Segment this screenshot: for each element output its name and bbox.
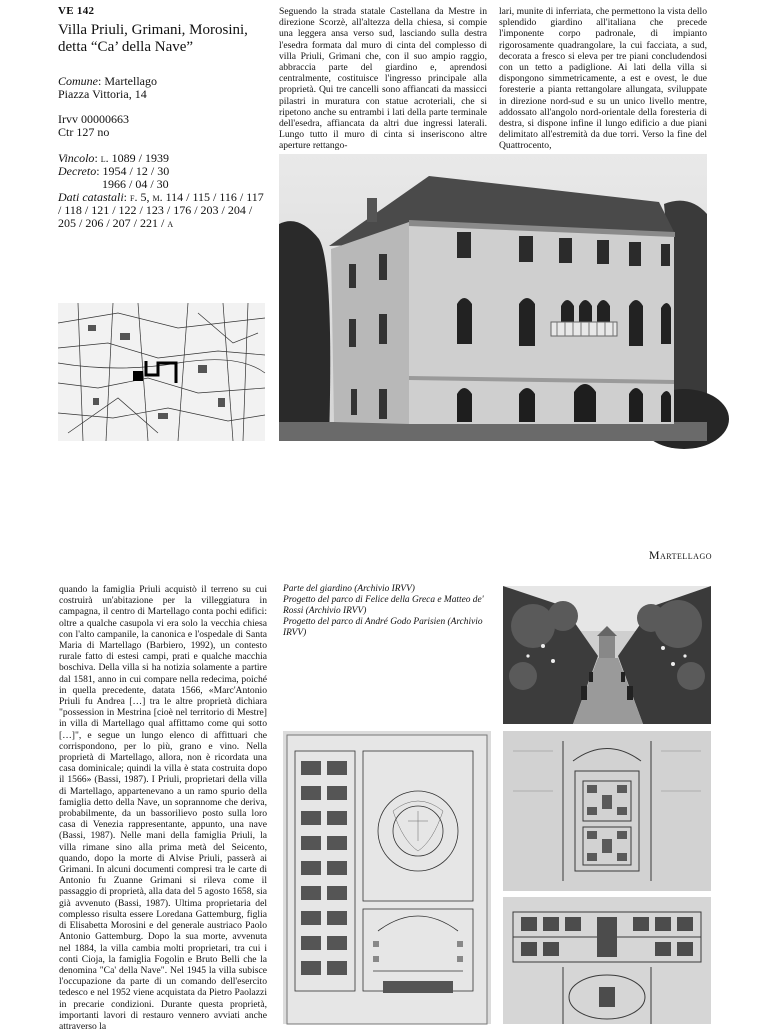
dati-value2: / 118 / 121 / 122 / 123 / 176 / 203 / 204 / [58,203,253,217]
text-column-2: lari, munite di inferriata, che permettono la vista dello splendido giardino all'italiana che precede l'imponente corpo padronale, di impianto rigorosamente quadrangolare, la cui facciata, a sud, decorata a fresco si eleva per tre piani concludendosi con un tetto a padiglione. Ai lati della villa si dispongono simmetricamente, a est e ovest, le due foresterie a pianta rettangolare allungata, sviluppate in direzione nord-sud e su un unico livello mentre, addossato all'angolo nord-orientale della foresteria di destra, si dispone infine il lungo edificio a due piani delimitato all'estremità da due torri. Verso la fine del Quattrocento, [499,6,707,152]
dati-value: : f. 5, m. 114 / 115 / 116 / 117 [123,190,264,204]
registry-block [58,113,268,139]
vincolo-value: : l. 1089 / 1939 [94,151,169,165]
entry-title [58,22,268,56]
decreto-label: Decreto [58,164,97,178]
ctr-code: Ctr 127 no [58,125,110,139]
park-plan-drawing-3 [503,897,711,1024]
dati-label: Dati catastali [58,190,124,204]
caption-park-project-1: Progetto del parco di Felice della Greca e Matteo de' Rossi (Archivio IRVV) [283,595,484,616]
running-head: Martellago [648,548,712,562]
text-column-1: Seguendo la strada statale Castellana da Mestre in direzione Scorzè, all'altezza della chiesa, si compie una leggera ansa verso sud, lasciando sulla destra l'esedra formata dal muro di cinta del complesso di villa Priuli, Grimani che, con il suo ampio raggio, abbraccia parte del giardino e, aprendosi centralmente, costituisce l'ingresso principale alla proprietà. Qui tre cancelli sono affiancati da massicci pilastri in muratura con statue acroteriali, che si ripetono anche su entrambi i lati della parte terminale dell'esedra, affiancata da altri due ingressi laterali. Lungo tutto il muro di cinta si inseriscono altre aperture rettango- [279,6,487,152]
legal-block [58,152,270,230]
entry-title-line1: Villa Priuli, Grimani, Morosini, [58,22,248,38]
captions-block [283,584,491,639]
comune-value: : Martellago [98,74,157,88]
entry-code: VE 142 [58,5,95,17]
vincolo-label: Vincolo [58,151,95,165]
decreto-value2: 1966 / 04 / 30 [102,177,169,191]
caption-park-project-2: Progetto del parco di André Godo Parisien (Archivio IRVV) [283,617,483,638]
address: Piazza Vittoria, 14 [58,87,147,101]
cadastral-map-image [58,303,265,441]
irvv-code: Irvv 00000663 [58,112,129,126]
park-plan-drawing-1 [283,731,491,1024]
comune-label: Comune [58,74,98,88]
caption-garden: Parte del giardino (Archivio IRVV) [283,584,415,594]
garden-photo [503,586,711,724]
dati-value3: 205 / 206 / 207 / 221 / a [58,216,174,230]
park-plan-drawing-2 [503,731,711,891]
text-column-3: quando la famiglia Priuli acquistò il terreno su cui costruirà un'abitazione per la villeggiatura in campagna, il centro di Martellago conta pochi edifici: oltre a qualche casupola vi era solo la vecchia chiesa con l'alto campanile, la canonica e l'ospedale di Santa Maria di Martellago (Barbiero, 1992), un contesto rurale fatto di estesi campi, prati e qualche macchia boschiva. Della villa si ha notizia solamente a partire dal 1581, anno in cui compare nella redecima, poiché in quella precedente, datata 1566, «Marc'Antonio Priuli fu Andrea […] tra le altre proprietà dichiara "possession in Mestrina [cioè nel territorio di Mestre] in villa di Martellago qual affittamo come qui sotto […]", e segue un lungo elenco di affittuari che corrispondono, per lo più, grano e vino. Nella proprietà di Martellago, allora, non è ricordata una casa dominicale; quindi la villa è stata costruita dopo il 1566» (Bassi, 1987). I Priuli, proprietari della villa di Martellago, appartenevano a un ramo spurio della famiglia detto della Nave, un soprannome che deriva, probabilmente, da un bassorilievo posto sulla loro casa di Venezia rappresentante, appunto, una nave (Bassi, 1987). Nelle mani della famiglia Priuli, la villa rimane sino alla prima metà del Seicento, quando, dopo la morte di Alvise Priuli, passerà ai Grimani. In alcuni documenti compresi tra le carte di Antonio fu Zuanne Grimani si rileva come il passaggio di proprietà, alla data del 5 agosto 1658, sia già avvenuto (Bassi, 1987). Ultima proprietaria del complesso risulta essere Loredana Gattemburg, figlia di Elisabetta Morosini e del generale austriaco Paolo Antonio Gattemburg. Dopo la sua morte, avvenuta nel 1884, la villa cambia molti proprietari, tra cui i conti Cioja, la famiglia Fogolin e Bruto Belli che la denomina "Ca' della Nave". Nel 1945 la villa subisce l'occupazione da parte di un comando dell'esercito tedesco e nel 1952 viene acquistata da Pietro Paolazzi in precarie condizioni. Durante questa proprietà, importanti lavori di restauro vennero avviati anche attraverso la [59,584,267,1032]
villa-photo [279,154,707,441]
location-block [58,75,268,101]
decreto-value: : 1954 / 12 / 30 [96,164,170,178]
entry-title-line2: detta “Ca’ della Nave” [58,39,194,55]
